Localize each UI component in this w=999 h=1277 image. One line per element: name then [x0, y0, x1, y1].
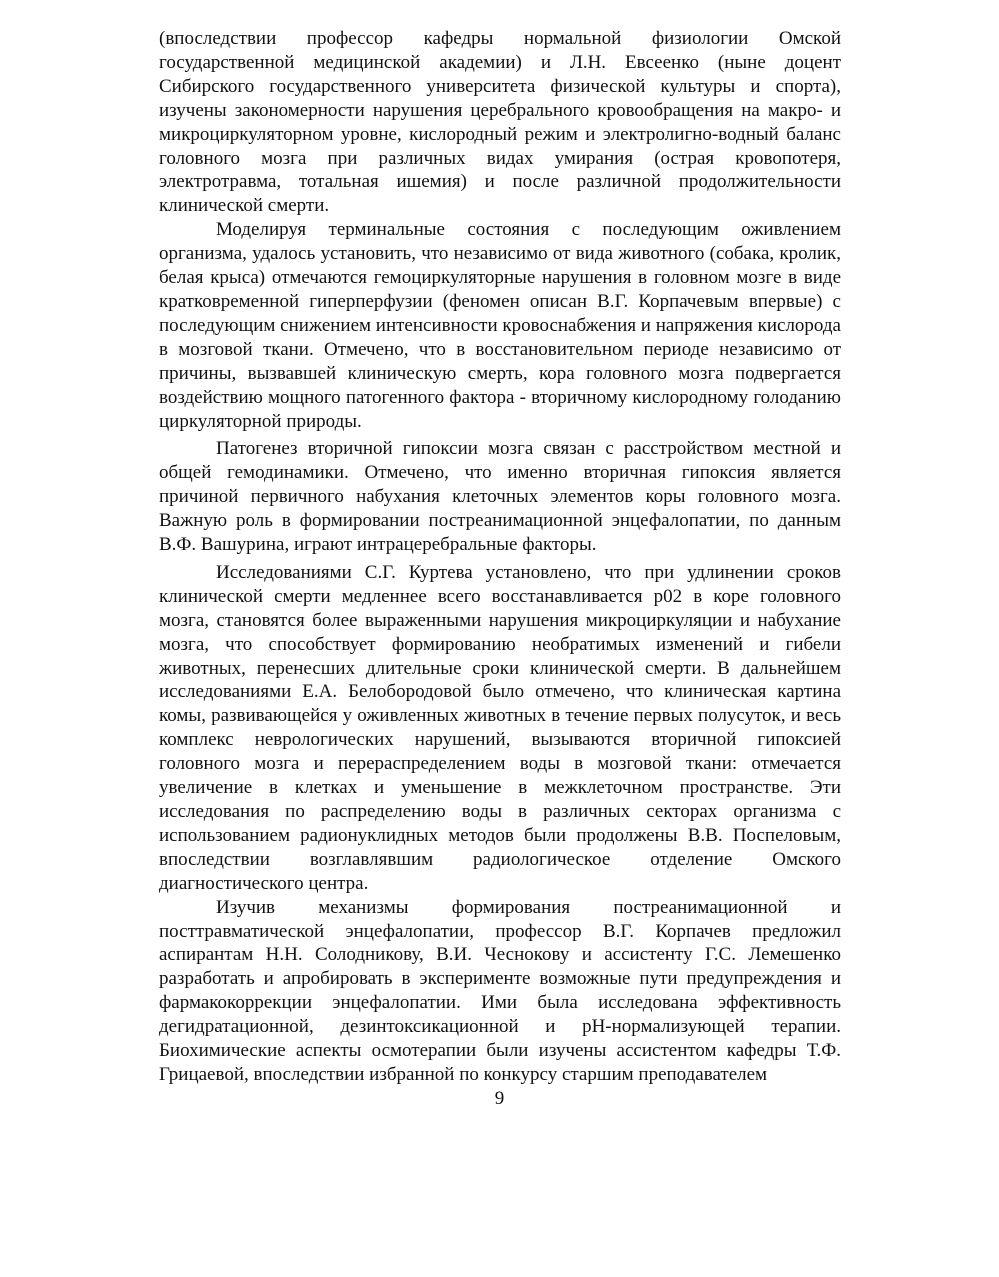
paragraph-4: Исследованиями С.Г. Куртева установлено, что при удлинении сроков клинической смерти медленнее всего восстанавливается р02 в коре головного мозга, становятся более выраженными нарушения микроциркуляции и набухание мозга, что способствует формированию необратимых изменений и гибели животных, перенесших длительные сроки клинической смерти. В дальнейшем исследованиями Е.А. Белобородовой было отмечено, что клиническая картина комы, развивающейся у оживленных животных в течение первых полусуток, и весь комплекс неврологических нарушений, вызываются вторичной гипоксией головного мозга и перераспределением воды в мозговой ткани: отмечается увеличение в клетках и уменьшение в межклеточном пространстве. Эти исследования по распределению воды в различных секторах организма с использованием радионуклидных методов были продолжены В.В. Поспеловым, впоследствии возглавлявшим радиологическое отделение Омского диагностического центра. [159, 561, 841, 894]
paragraph-3: Патогенез вторичной гипоксии мозга связан с расстройством местной и общей гемодинамики. Отмечено, что именно вторичная гипоксия является причиной первичного набухания клеточных элементов коры головного мозга. Важную роль в формировании постреанимационной энцефалопатии, по данным В.Ф. Вашурина, играют интрацеребральные факторы. [159, 438, 841, 556]
body-text [159, 27, 841, 1087]
paragraph-2: Моделируя терминальные состояния с последующим оживлением организма, удалось установить, что независимо от вида животного (собака, кролик, белая крыса) отмечаются гемоциркуляторные нарушения в головном мозге в виде кратковременной гиперперфузии (феномен описан В.Г. Корпачевым впервые) с последующим снижением интенсивности кровоснабжения и напряжения кислорода в мозговой ткани. Отмечено, что в восстановительном периоде независимо от причины, вызвавшей клиническую смерть, кора головного мозга подвергается воздействию мощного патогенного фактора - вторичному кислородному голоданию циркуляторной природы. [159, 219, 841, 432]
paragraph-1: (впоследствии профессор кафедры нормальной физиологии Омской государственной медицинской академии) и Л.Н. Евсеенко (ныне доцент Сибирского государственного университета физической культуры и спорта), изучены закономерности нарушения церебрального кровообращения на макро- и микроциркуляторном уровне, кислородный режим и электролигно-водный баланс головного мозга при различных видах умирания (острая кровопотеря, электротравма, тотальная ишемия) и после различной продолжительности клинической смерти. [159, 28, 841, 217]
paragraph-5: Изучив механизмы формирования постреанимационной и посттравматической энцефалопатии, профессор В.Г. Корпачев предложил аспирантам Н.Н. Солодникову, В.И. Чеснокову и ассистенту Г.С. Лемешенко разработать и апробировать в эксперименте возможные пути предупреждения и фармакокоррекции энцефалопатии. Ими была исследована эффективность дегидратационной, дезинтоксикационной и рН-нормализующей терапии. Биохимические аспекты осмотерапии были изучены ассистентом кафедры Т.Ф. Грицаевой, впоследствии избранной по конкурсу старшим преподавателем [159, 896, 841, 1085]
page-number: 9 [494, 1088, 505, 1109]
